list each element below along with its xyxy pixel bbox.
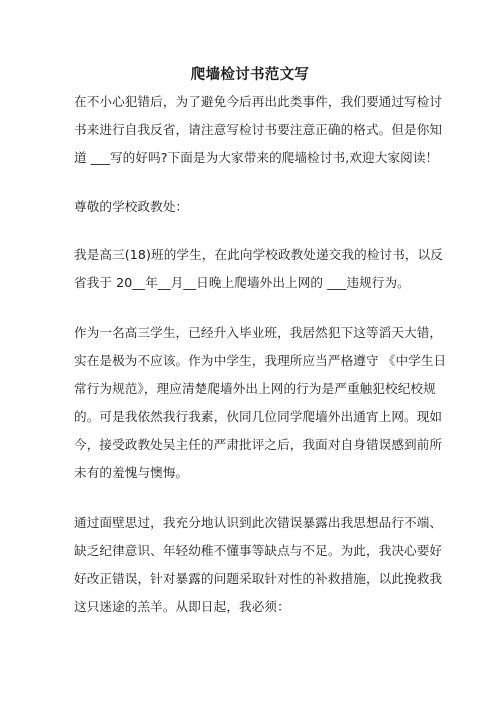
paragraph-line: 缺乏纪律意识、年轻幼稚不懂事等缺点与不足。为此，我决心要好 [74,543,443,558]
salutation-line: 尊敬的学校政教处： [74,199,189,214]
paragraph-line: 这只迷途的羔羊。从即日起，我必须： [74,599,290,614]
intro-line: 书来进行自我反省，请注意写检讨书要注意正确的格式。但是你知 [74,122,443,137]
salutation-paragraph [74,193,434,221]
paragraph-line: 我是高三(18)班的学生，在此向学校政教处递交我的检讨书，以反 [74,247,443,262]
paragraph-line: 未有的羞愧与懊悔。 [74,465,189,480]
paragraph-line: 常行为规范》，理应清楚爬墙外出上网的行为是严重触犯校纪校规 [74,381,436,396]
paragraph-line: 作为一名高三学生，已经升入毕业班，我居然犯下这等滔天大错， [74,325,443,340]
paragraph-line: 通过面壁思过，我充分地认识到此次错误暴露出我思想品行不端、 [74,515,443,530]
paragraph-2 [74,319,447,487]
intro-paragraph [74,88,443,172]
paragraph-line: 好改正错误，针对暴露的问题采取针对性的补救措施，以此挽救我 [74,571,443,586]
paragraph-1 [74,241,443,297]
paragraph-line: 的。可是我依然我行我素，伙同几位同学爬墙外出通宵上网。现如 [74,409,443,424]
paragraph-3 [74,509,443,621]
paragraph-line: 省我于 20__年__月__日晚上爬墙外出上网的 ___违规行为。 [74,275,410,290]
intro-line: 在不小心犯错后，为了避免今后再出此类事件，我们要通过写检讨 [74,94,443,109]
paragraph-line: 今，接受政教处吴主任的严肃批评之后，我面对自身错误感到前所 [74,437,443,452]
intro-line: 道 ___写的好吗?下面是为大家带来的爬墙检讨书,欢迎大家阅读！ [74,150,439,165]
document-title: 爬墙检讨书范文写 [190,67,310,83]
paragraph-line: 实在是极为不应该。作为中学生，我理所应当严格遵守 《中学生日 [74,353,447,368]
